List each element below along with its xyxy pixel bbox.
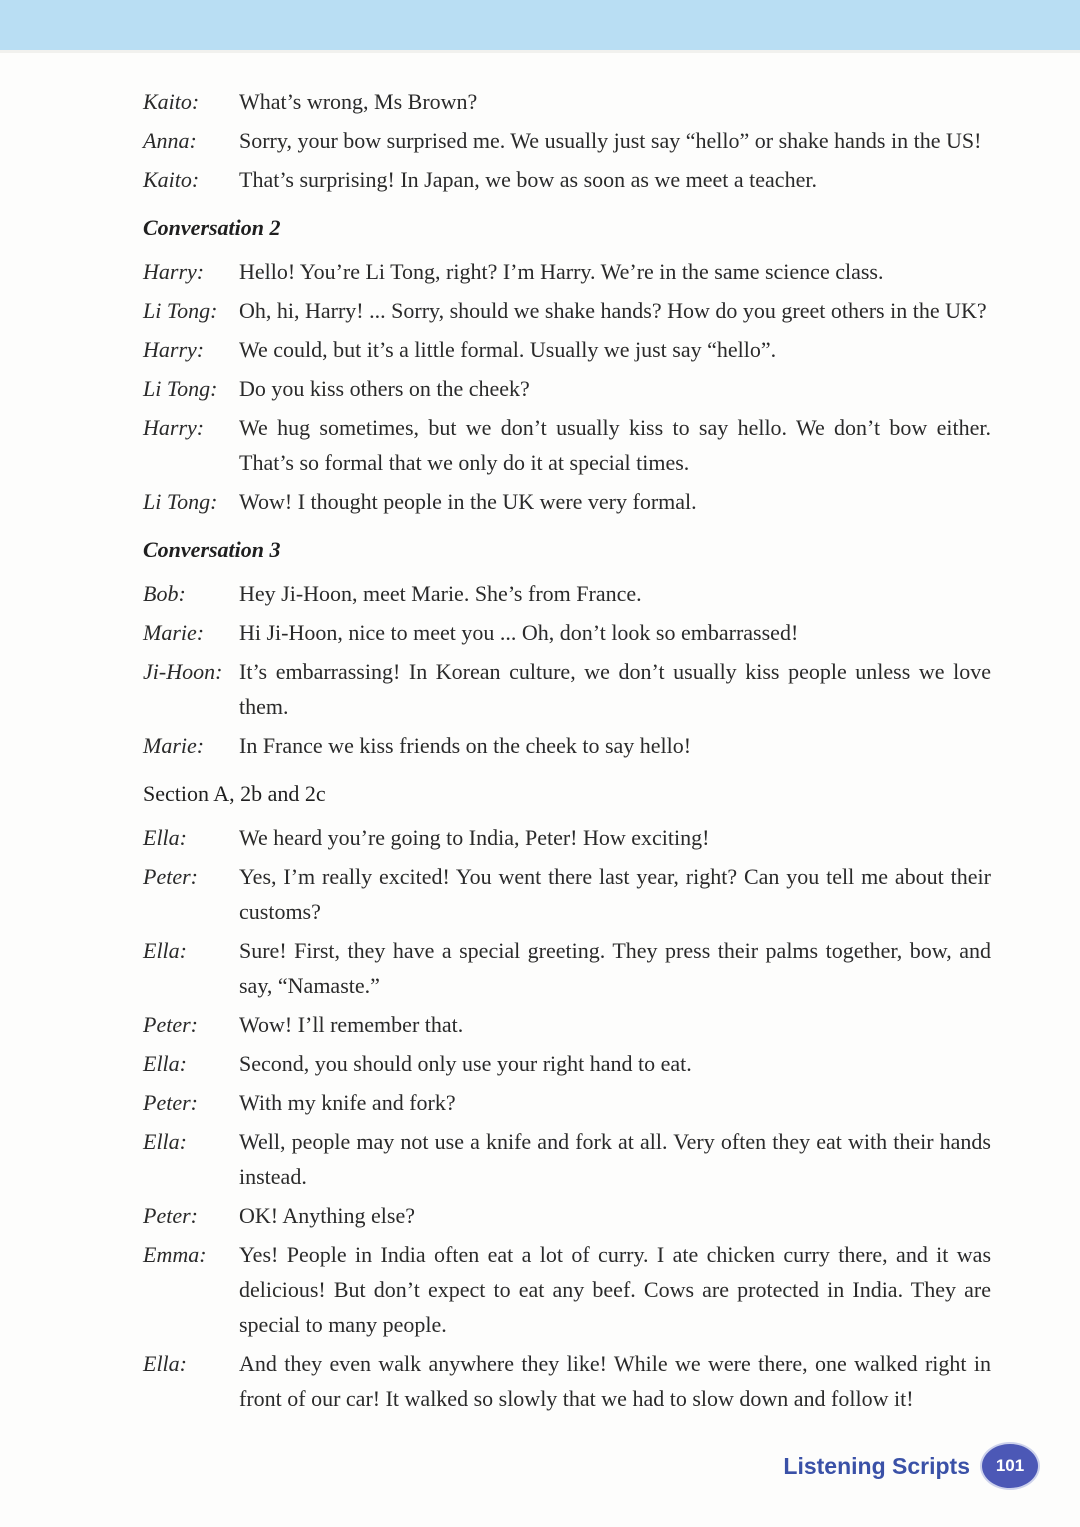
dialogue-text: Sure! First, they have a special greeting. They press their palms together, bow, and say, “Namaste.” [239, 938, 991, 998]
dialogue-line [143, 84, 991, 119]
speaker-label: Kaito: [143, 89, 200, 114]
speaker-label: Peter: [143, 1090, 198, 1115]
dialogue-text: We hug sometimes, but we don’t usually kiss to say hello. We don’t bow either. That’s so formal that we only do it at special times. [239, 415, 991, 475]
dialogue-line [143, 162, 991, 197]
dialogue-text: Wow! I thought people in the UK were very formal. [239, 489, 697, 514]
speaker-label: Emma: [143, 1242, 207, 1267]
dialogue-line [143, 576, 991, 611]
speaker-label: Ella: [143, 825, 187, 850]
speaker-label: Ella: [143, 1051, 187, 1076]
dialogue-line [143, 1007, 991, 1042]
speaker-label: Ella: [143, 1351, 187, 1376]
dialogue-text: With my knife and fork? [239, 1090, 456, 1115]
section-heading: Section A, 2b and 2c [143, 781, 326, 806]
dialogue-line [143, 410, 991, 480]
dialogue-line [143, 1085, 991, 1120]
dialogue-line [143, 654, 991, 724]
speaker-label: Kaito: [143, 167, 200, 192]
dialogue-line [143, 371, 991, 406]
dialogue-line [143, 820, 991, 855]
dialogue-text: Second, you should only use your right hand to eat. [239, 1051, 692, 1076]
footer-section-label: Listening Scripts [783, 1452, 970, 1479]
section-heading: Conversation 3 [143, 537, 281, 562]
speaker-label: Marie: [143, 620, 205, 645]
speaker-label: Ji-Hoon: [143, 659, 223, 684]
dialogue-line [143, 1198, 991, 1233]
dialogue-line [143, 859, 991, 929]
speaker-label: Anna: [143, 128, 197, 153]
dialogue-line [143, 484, 991, 519]
dialogue-text: Yes, I’m really excited! You went there last year, right? Can you tell me about their customs? [239, 864, 991, 924]
speaker-label: Li Tong: [143, 298, 218, 323]
speaker-label: Li Tong: [143, 376, 218, 401]
dialogue-text: That’s surprising! In Japan, we bow as soon as we meet a teacher. [239, 167, 817, 192]
dialogue-line [143, 728, 991, 763]
section-heading: Conversation 2 [143, 215, 281, 240]
dialogue-text: Well, people may not use a knife and fork at all. Very often they eat with their hands instead. [239, 1129, 991, 1189]
dialogue-line [143, 1346, 991, 1416]
dialogue-text: Hi Ji-Hoon, nice to meet you ... Oh, don’t look so embarrassed! [239, 620, 799, 645]
dialogue-line [143, 1046, 991, 1081]
listening-script-content [143, 84, 991, 1420]
dialogue-text: And they even walk anywhere they like! While we were there, one walked right in front of our car! It walked so slowly that we had to slow down and follow it! [239, 1351, 991, 1411]
speaker-label: Harry: [143, 415, 205, 440]
dialogue-text: We could, but it’s a little formal. Usually we just say “hello”. [239, 337, 777, 362]
speaker-label: Bob: [143, 581, 186, 606]
speaker-label: Harry: [143, 259, 205, 284]
dialogue-text: Oh, hi, Harry! ... Sorry, should we shake hands? How do you greet others in the UK? [239, 298, 987, 323]
dialogue-line [143, 1124, 991, 1194]
speaker-label: Peter: [143, 864, 198, 889]
speaker-label: Harry: [143, 337, 205, 362]
dialogue-line [143, 332, 991, 367]
dialogue-line [143, 123, 991, 158]
dialogue-line [143, 933, 991, 1003]
page-number-badge: 101 [982, 1444, 1038, 1488]
dialogue-text: Wow! I’ll remember that. [239, 1012, 464, 1037]
dialogue-line [143, 615, 991, 650]
dialogue-line [143, 254, 991, 289]
speaker-label: Peter: [143, 1012, 198, 1037]
speaker-label: Li Tong: [143, 489, 218, 514]
speaker-label: Ella: [143, 1129, 187, 1154]
dialogue-text: In France we kiss friends on the cheek to say hello! [239, 733, 692, 758]
speaker-label: Peter: [143, 1203, 198, 1228]
dialogue-text: Hello! You’re Li Tong, right? I’m Harry. We’re in the same science class. [239, 259, 884, 284]
speaker-label: Marie: [143, 733, 205, 758]
dialogue-text: We heard you’re going to India, Peter! How exciting! [239, 825, 710, 850]
speaker-label: Ella: [143, 938, 187, 963]
dialogue-text: Yes! People in India often eat a lot of curry. I ate chicken curry there, and it was delicious! But don’t expect to eat any beef. Cows are protected in India. They are special to many people. [239, 1242, 991, 1337]
dialogue-line [143, 293, 991, 328]
dialogue-line [143, 1237, 991, 1342]
dialogue-text: Do you kiss others on the cheek? [239, 376, 530, 401]
dialogue-text: Sorry, your bow surprised me. We usually just say “hello” or shake hands in the US! [239, 128, 982, 153]
page-footer [783, 1444, 1038, 1488]
dialogue-text: Hey Ji-Hoon, meet Marie. She’s from France. [239, 581, 642, 606]
header-band [0, 0, 1080, 53]
dialogue-text: What’s wrong, Ms Brown? [239, 89, 478, 114]
dialogue-text: OK! Anything else? [239, 1203, 415, 1228]
dialogue-text: It’s embarrassing! In Korean culture, we don’t usually kiss people unless we love them. [239, 659, 991, 719]
